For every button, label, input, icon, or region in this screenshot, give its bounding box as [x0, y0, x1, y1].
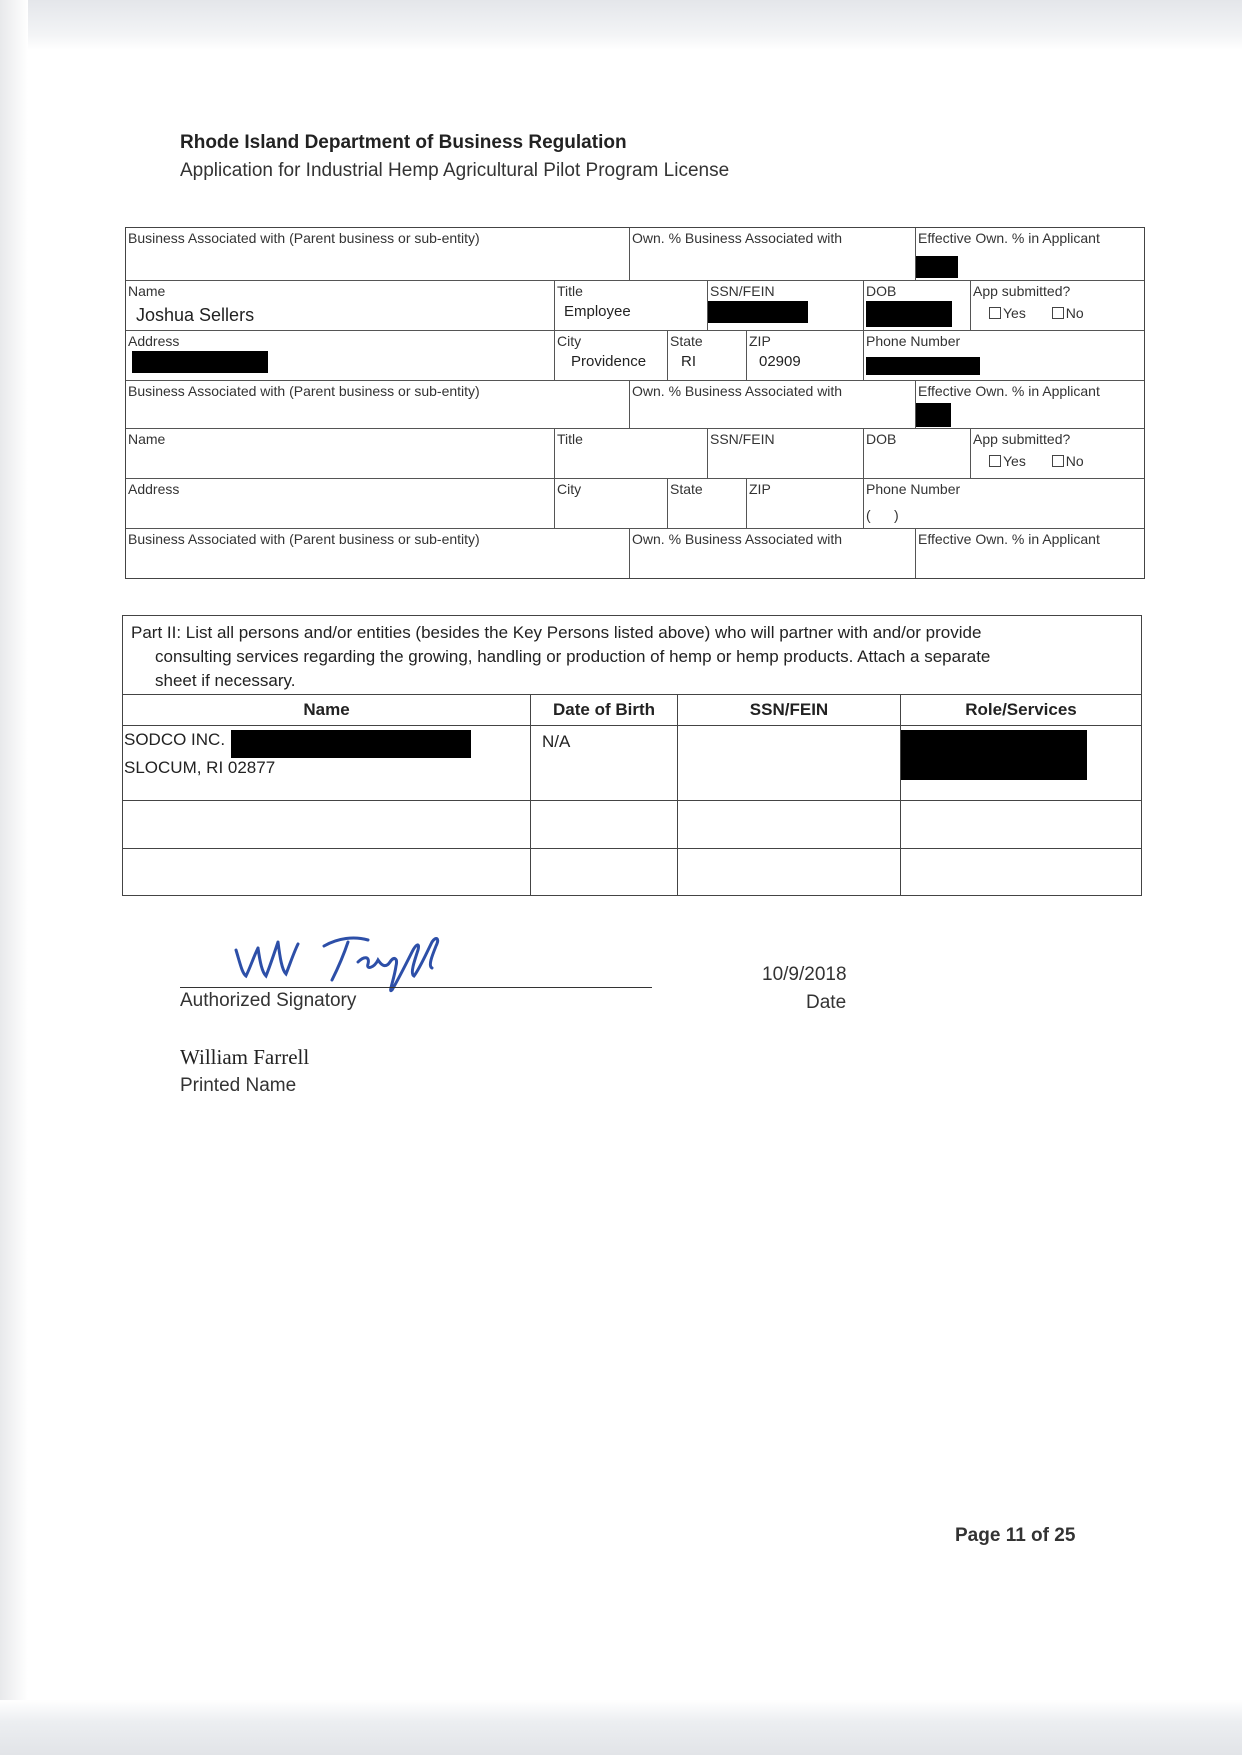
title-label: Title	[557, 431, 583, 447]
app-submitted-label: App submitted?	[973, 283, 1071, 299]
effective-own-label: Effective Own. % in Applicant	[918, 531, 1100, 547]
column-header-ssn-fein: SSN/FEIN	[677, 694, 900, 725]
city-label: City	[557, 481, 582, 497]
redaction-block	[132, 351, 268, 373]
title-cell[interactable]	[554, 280, 707, 330]
no-option-label: No	[1065, 305, 1084, 321]
table-row-name-cell[interactable]	[123, 800, 530, 848]
column-header-dob: Date of Birth	[530, 694, 677, 725]
scan-edge-left	[0, 0, 28, 1755]
redaction-block	[916, 256, 958, 278]
person-title-value: Employee	[564, 303, 631, 320]
table-row-name-cell[interactable]	[123, 725, 530, 800]
name-cell[interactable]	[126, 280, 554, 330]
app-submitted-label: App submitted?	[973, 431, 1071, 447]
yes-checkbox[interactable]	[989, 307, 1001, 319]
zip-cell[interactable]	[746, 478, 863, 528]
part2-intro-line1: Part II: List all persons and/or entities (besides the Key Persons listed above) who will partner with and/or provide	[131, 623, 982, 642]
address-label: Address	[128, 333, 180, 349]
department-heading: Rhode Island Department of Business Regulation	[180, 132, 627, 153]
app-submitted-options	[989, 453, 1106, 469]
part2-intro-line2: consulting services regarding the growing, handling or production of hemp or hemp products. Attach a separate	[155, 647, 991, 666]
state-label: State	[670, 481, 703, 497]
redaction-block	[231, 730, 471, 758]
column-header-role-services: Role/Services	[900, 694, 1141, 725]
own-pct-label: Own. % Business Associated with	[632, 531, 843, 547]
address-label: Address	[128, 481, 180, 497]
effective-own-cell[interactable]	[915, 528, 1144, 578]
name-label: Name	[128, 283, 166, 299]
signature-date: 10/9/2018	[762, 964, 847, 985]
own-pct-cell[interactable]	[629, 380, 915, 428]
table-row-ssn-cell[interactable]	[677, 725, 900, 800]
key-persons-table	[125, 227, 1145, 579]
phone-label: Phone Number	[866, 333, 961, 349]
business-associated-label: Business Associated with (Parent business or sub-entity)	[128, 531, 480, 547]
name-cell[interactable]	[126, 428, 554, 478]
own-pct-label: Own. % Business Associated with	[632, 230, 843, 246]
authorized-signatory-label: Authorized Signatory	[180, 990, 357, 1011]
own-pct-label: Own. % Business Associated with	[632, 383, 843, 399]
address-cell[interactable]	[126, 478, 554, 528]
own-pct-cell[interactable]	[629, 528, 915, 578]
table-row-role-cell[interactable]	[900, 725, 1141, 800]
phone-cell[interactable]	[863, 478, 1144, 528]
printed-name-value: William Farrell	[180, 1045, 310, 1069]
table-row-role-cell[interactable]	[900, 800, 1141, 848]
app-submitted-cell	[970, 428, 1144, 478]
redaction-block	[866, 357, 980, 375]
signature-line	[180, 987, 652, 988]
business-associated-label: Business Associated with (Parent business or sub-entity)	[128, 230, 480, 246]
zip-label: ZIP	[749, 481, 771, 497]
scan-edge-top	[0, 0, 1242, 50]
column-header-name: Name	[123, 694, 530, 725]
table-row-dob-cell[interactable]	[530, 848, 677, 895]
own-pct-cell[interactable]	[629, 228, 915, 280]
business-associated-cell[interactable]	[126, 228, 629, 280]
redaction-block	[866, 301, 952, 327]
dob-label: DOB	[866, 283, 897, 299]
scan-edge-bottom	[0, 1700, 1242, 1755]
table-row-dob-cell[interactable]	[530, 725, 677, 800]
ssn-fein-cell[interactable]	[707, 280, 863, 330]
printed-name-label: Printed Name	[180, 1075, 297, 1096]
zip-cell[interactable]	[746, 330, 863, 380]
state-label: State	[670, 333, 703, 349]
dob-cell[interactable]	[863, 280, 970, 330]
no-checkbox[interactable]	[1052, 455, 1064, 467]
entity-dob: N/A	[542, 732, 571, 751]
effective-own-label: Effective Own. % in Applicant	[918, 383, 1100, 399]
person-name-value: Joshua Sellers	[136, 305, 255, 325]
table-row-dob-cell[interactable]	[530, 800, 677, 848]
person-city-value: Providence	[571, 353, 647, 370]
table-row-ssn-cell[interactable]	[677, 800, 900, 848]
no-checkbox[interactable]	[1052, 307, 1064, 319]
person-zip-value: 02909	[759, 353, 801, 370]
part2-intro-line3: sheet if necessary.	[155, 671, 296, 690]
part2-table	[122, 615, 1142, 896]
dob-label: DOB	[866, 431, 897, 447]
zip-label: ZIP	[749, 333, 771, 349]
entity-location: SLOCUM, RI 02877	[124, 758, 276, 777]
ssn-fein-label: SSN/FEIN	[710, 283, 775, 299]
ssn-fein-cell[interactable]	[707, 428, 863, 478]
title-cell[interactable]	[554, 428, 707, 478]
person-state-value: RI	[681, 353, 696, 370]
phone-cell[interactable]	[863, 330, 1144, 380]
business-associated-cell[interactable]	[126, 380, 629, 428]
effective-own-cell[interactable]	[915, 380, 1144, 428]
table-row-ssn-cell[interactable]	[677, 848, 900, 895]
app-submitted-cell	[970, 280, 1144, 330]
table-row-role-cell[interactable]	[900, 848, 1141, 895]
part2-instructions	[131, 621, 1131, 693]
redaction-block	[901, 730, 1087, 780]
address-cell[interactable]	[126, 330, 554, 380]
app-submitted-options	[989, 305, 1106, 321]
yes-checkbox[interactable]	[989, 455, 1001, 467]
effective-own-cell[interactable]	[915, 228, 1144, 280]
table-row-name-cell[interactable]	[123, 848, 530, 895]
ssn-fein-label: SSN/FEIN	[710, 431, 775, 447]
city-label: City	[557, 333, 582, 349]
city-cell[interactable]	[554, 330, 667, 380]
effective-own-label: Effective Own. % in Applicant	[918, 230, 1100, 246]
redaction-block	[916, 403, 951, 427]
yes-option-label: Yes	[1003, 305, 1026, 321]
yes-option-label: Yes	[1003, 453, 1026, 469]
state-cell[interactable]	[667, 478, 746, 528]
date-label: Date	[806, 992, 847, 1013]
business-associated-cell[interactable]	[126, 528, 629, 578]
title-label: Title	[557, 283, 583, 299]
phone-label: Phone Number	[866, 481, 961, 497]
city-cell[interactable]	[554, 478, 667, 528]
page-number: Page 11 of 25	[955, 1525, 1076, 1546]
form-title: Application for Industrial Hemp Agricultural Pilot Program License	[180, 160, 730, 181]
name-label: Name	[128, 431, 166, 447]
entity-name: SODCO INC.	[124, 730, 226, 749]
phone-placeholder: ( )	[866, 507, 899, 523]
business-associated-label: Business Associated with (Parent business or sub-entity)	[128, 383, 480, 399]
state-cell[interactable]	[667, 330, 746, 380]
redaction-block	[708, 301, 808, 323]
no-option-label: No	[1065, 453, 1084, 469]
dob-cell[interactable]	[863, 428, 970, 478]
